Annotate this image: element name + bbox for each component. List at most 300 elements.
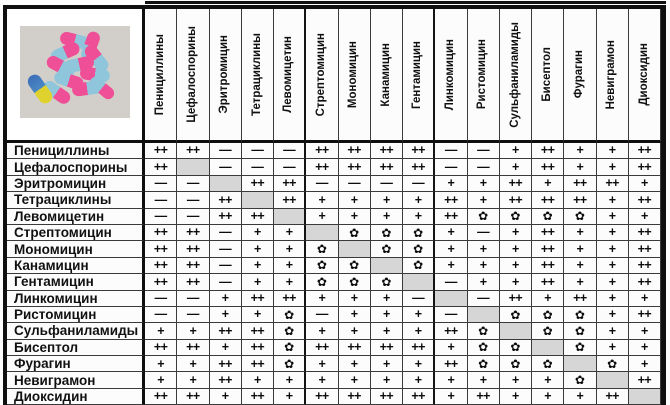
row-header: Сульфаниламиды: [7, 323, 145, 339]
cell-value: ++: [186, 340, 200, 355]
cell-value: ++: [411, 143, 425, 158]
cell-value: —: [412, 290, 425, 305]
cell-value: +: [414, 307, 422, 322]
cell-value: ++: [637, 159, 652, 174]
table-frame: [3, 5, 666, 405]
table-cell: [306, 209, 338, 225]
column-header-label: Невиграмон: [605, 39, 618, 110]
table-cell: [468, 372, 500, 388]
cell-value: +: [350, 323, 358, 338]
cell-value: +: [640, 290, 648, 305]
table-cell: [403, 209, 435, 225]
cell-value: ✿: [349, 274, 360, 289]
table-cell: [500, 372, 532, 388]
table-cell: [597, 143, 629, 159]
row-header: Диоксидин: [7, 389, 145, 405]
column-header: [629, 9, 661, 143]
cell-value: +: [511, 241, 519, 256]
table-cell: [597, 291, 629, 307]
table-cell: [210, 225, 242, 241]
table-cell: [435, 372, 467, 388]
column-header-label: Ристомицин: [476, 39, 489, 110]
table-cell: [145, 176, 177, 192]
cell-value: ++: [282, 290, 296, 305]
cell-value: ✿: [574, 340, 585, 355]
cell-value: ++: [411, 389, 425, 404]
table-cell: [274, 356, 306, 372]
cell-value: +: [576, 274, 584, 289]
cell-value: +: [608, 274, 616, 289]
table-cell: [532, 389, 564, 405]
table-cell: [274, 323, 306, 339]
cell-value: ✿: [607, 356, 618, 371]
table-cell: [468, 176, 500, 192]
cell-value: ++: [218, 356, 232, 371]
cell-value: ✿: [478, 340, 489, 355]
cell-value: +: [221, 290, 229, 305]
cell-value: —: [348, 176, 361, 191]
table-cell-self: [597, 372, 629, 388]
row-header: Ристомицин: [7, 307, 145, 323]
row-header: Левомицетин: [7, 209, 145, 225]
table-cell: [210, 372, 242, 388]
table-cell: [435, 192, 467, 208]
row-header: Бисептол: [7, 340, 145, 356]
table-cell: [274, 159, 306, 175]
table-cell: [597, 356, 629, 372]
row-header: Цефалоспорины: [7, 159, 145, 175]
table-cell: [468, 159, 500, 175]
cell-value: +: [447, 389, 455, 404]
table-cell: [629, 258, 661, 274]
cell-value: ✿: [574, 323, 585, 338]
table-cell: [145, 159, 177, 175]
table-cell: [564, 291, 596, 307]
table-cell: [306, 389, 338, 405]
table-cell: [468, 192, 500, 208]
table-cell: [339, 143, 371, 159]
table-cell: [435, 340, 467, 356]
cell-value: ++: [315, 143, 329, 158]
table-cell: [306, 274, 338, 290]
cell-value: +: [511, 372, 519, 387]
cell-value: ++: [186, 389, 200, 404]
cell-value: ✿: [478, 209, 489, 224]
cell-value: +: [382, 323, 390, 338]
table-cell: [435, 389, 467, 405]
cell-value: +: [447, 340, 455, 355]
table-cell: [306, 258, 338, 274]
table-cell: [403, 192, 435, 208]
cell-value: +: [640, 356, 648, 371]
cell-value: +: [221, 307, 229, 322]
cell-value: ✿: [542, 307, 553, 322]
cell-value: ✿: [381, 242, 392, 257]
cell-value: ++: [379, 340, 394, 355]
table-cell: [371, 241, 403, 257]
cell-value: +: [253, 307, 261, 322]
table-cell: [403, 323, 435, 339]
table-cell: [629, 241, 661, 257]
column-header: [564, 9, 596, 143]
table-cell: [403, 176, 435, 192]
cell-value: +: [221, 389, 229, 404]
table-cell: [629, 372, 661, 388]
cell-value: +: [285, 225, 293, 240]
column-header: [500, 9, 532, 143]
cell-value: +: [318, 323, 326, 338]
table-cell: [145, 241, 177, 257]
cell-value: ++: [218, 323, 232, 338]
table-cell: [500, 209, 532, 225]
cell-value: ++: [637, 372, 652, 387]
table-cell: [339, 307, 371, 323]
cell-value: +: [382, 356, 390, 371]
column-header: [210, 9, 242, 143]
cell-value: ++: [411, 159, 425, 174]
table-cell: [274, 307, 306, 323]
column-header-label: Мономицин: [347, 40, 360, 109]
row-header: Эритромицин: [7, 176, 145, 192]
table-cell: [371, 176, 403, 192]
table-cell: [564, 143, 596, 159]
cell-value: ++: [282, 192, 296, 207]
table-cell: [532, 192, 564, 208]
cell-value: +: [189, 372, 197, 387]
cell-value: +: [576, 143, 584, 158]
cell-value: +: [544, 176, 552, 191]
cell-value: +: [608, 225, 616, 240]
table-cell: [306, 176, 338, 192]
cell-value: ++: [508, 290, 523, 305]
table-cell: [177, 258, 209, 274]
table-cell: [597, 192, 629, 208]
table-cell: [177, 274, 209, 290]
cell-value: +: [189, 356, 197, 371]
cell-value: +: [608, 209, 616, 223]
table-cell: [177, 225, 209, 241]
cell-value: —: [380, 176, 393, 191]
cell-value: ++: [379, 143, 394, 158]
cell-value: ++: [605, 176, 619, 191]
column-header-label: Цефалоспорины: [186, 26, 199, 123]
table-cell-self: [306, 225, 338, 241]
cell-value: ++: [637, 241, 652, 256]
column-header: [242, 9, 274, 143]
cell-value: +: [414, 356, 422, 371]
table-cell: [242, 209, 274, 225]
cell-value: ✿: [284, 340, 295, 355]
table-cell: [403, 372, 435, 388]
table-cell: [177, 241, 209, 257]
table-cell: [500, 143, 532, 159]
cell-value: +: [350, 192, 358, 207]
cell-value: ✿: [574, 209, 585, 224]
column-header-label: Стрептомицин: [315, 32, 328, 117]
cell-value: +: [447, 258, 455, 273]
cell-value: +: [253, 274, 261, 289]
compatibility-table: [7, 9, 661, 405]
table-cell: [500, 159, 532, 175]
cell-value: +: [511, 225, 519, 240]
cell-value: +: [350, 290, 358, 305]
cell-value: ++: [540, 274, 555, 289]
table-cell: [339, 159, 371, 175]
cell-value: ++: [315, 340, 329, 355]
table-cell: [306, 340, 338, 356]
row-header: Линкомицин: [7, 291, 145, 307]
cell-value: +: [318, 372, 326, 387]
table-cell: [274, 258, 306, 274]
cell-value: +: [479, 192, 487, 207]
table-cell: [339, 340, 371, 356]
cell-value: ✿: [284, 356, 295, 371]
table-cell: [274, 274, 306, 290]
table-cell: [629, 225, 661, 241]
cell-value: ++: [250, 340, 265, 355]
cell-value: —: [251, 159, 264, 174]
cell-value: —: [186, 176, 199, 191]
table-cell: [403, 258, 435, 274]
cell-value: +: [253, 241, 261, 256]
table-cell: [306, 372, 338, 388]
table-cell: [629, 307, 661, 323]
cell-value: +: [640, 323, 648, 338]
cell-value: ++: [347, 159, 361, 174]
column-header-label: Гентамицин: [411, 40, 424, 109]
cell-value: +: [608, 192, 616, 207]
table-cell: [435, 258, 467, 274]
column-header-label: Фурагин: [573, 50, 586, 99]
cell-value: —: [315, 307, 328, 322]
table-cell: [500, 356, 532, 372]
capsules-illustration: [20, 26, 130, 118]
table-cell: [629, 143, 661, 159]
cell-value: ++: [186, 274, 200, 289]
cell-value: ✿: [510, 356, 521, 371]
table-cell: [629, 274, 661, 290]
table-cell: [210, 241, 242, 257]
cell-value: +: [576, 389, 584, 404]
table-cell: [435, 307, 467, 323]
table-cell: [435, 143, 467, 159]
table-cell: [339, 372, 371, 388]
table-cell: [145, 307, 177, 323]
cell-value: +: [253, 258, 261, 273]
table-cell: [177, 323, 209, 339]
column-header: [435, 9, 467, 143]
table-cell: [274, 143, 306, 159]
column-header: [532, 9, 564, 143]
column-header: [306, 9, 338, 143]
cell-value: —: [219, 274, 232, 289]
table-cell: [597, 258, 629, 274]
table-cell: [177, 176, 209, 192]
capsules-photo: [20, 26, 130, 118]
cell-value: +: [511, 274, 519, 289]
row-header: Пенициллины: [7, 143, 145, 159]
cell-value: +: [382, 372, 390, 387]
cell-value: +: [157, 356, 165, 371]
table-cell: [242, 372, 274, 388]
table-cell: [242, 159, 274, 175]
cell-value: +: [608, 258, 616, 273]
row-header: Канамицин: [7, 258, 145, 274]
cell-value: ++: [540, 225, 555, 240]
table-cell: [242, 176, 274, 192]
table-cell: [468, 389, 500, 405]
table-cell: [371, 143, 403, 159]
table-cell: [339, 274, 371, 290]
cell-value: ✿: [316, 242, 327, 257]
table-cell: [597, 323, 629, 339]
cell-value: ++: [186, 143, 200, 158]
table-cell: [242, 340, 274, 356]
table-cell: [210, 258, 242, 274]
cell-value: +: [544, 372, 552, 387]
cell-value: +: [414, 209, 422, 223]
table-cell: [532, 274, 564, 290]
cell-value: +: [157, 372, 165, 387]
cell-value: —: [154, 209, 167, 223]
table-cell: [500, 274, 532, 290]
cell-value: ++: [347, 143, 361, 158]
table-cell: [210, 209, 242, 225]
table-cell: [532, 241, 564, 257]
cell-value: ✿: [542, 323, 553, 338]
table-cell: [468, 225, 500, 241]
table-cell: [597, 389, 629, 405]
table-cell: [242, 143, 274, 159]
table-cell: [597, 209, 629, 225]
cell-value: +: [382, 290, 390, 305]
cell-value: +: [253, 225, 261, 240]
cell-value: +: [189, 323, 197, 338]
cell-value: ++: [540, 159, 555, 174]
table-cell: [500, 258, 532, 274]
table-cell: [371, 291, 403, 307]
cell-value: ++: [250, 209, 265, 223]
cell-value: ++: [637, 192, 652, 207]
table-cell: [274, 176, 306, 192]
cell-value: ++: [637, 143, 652, 158]
cell-value: +: [285, 389, 293, 404]
cell-value: —: [219, 241, 232, 256]
column-header: [597, 9, 629, 143]
table-cell: [145, 192, 177, 208]
cell-value: ✿: [349, 225, 360, 240]
cell-value: ++: [573, 290, 587, 305]
table-cell: [564, 323, 596, 339]
row-header: Невиграмон: [7, 372, 145, 388]
cell-value: ++: [315, 159, 329, 174]
table-cell: [435, 323, 467, 339]
table-cell: [500, 225, 532, 241]
table-cell: [145, 209, 177, 225]
table-cell: [564, 159, 596, 175]
table-cell: [306, 192, 338, 208]
table-cell: [532, 225, 564, 241]
cell-value: ++: [540, 258, 555, 273]
table-cell: [145, 225, 177, 241]
cell-value: +: [608, 307, 616, 322]
column-header-label: Эритромицин: [218, 35, 231, 114]
table-cell: [564, 192, 596, 208]
cell-value: ++: [250, 176, 265, 191]
table-cell: [500, 340, 532, 356]
cell-value: +: [544, 290, 552, 305]
table-cell: [145, 372, 177, 388]
cell-value: ✿: [574, 373, 585, 388]
cell-value: +: [447, 176, 455, 191]
table-cell: [532, 143, 564, 159]
table-cell: [435, 241, 467, 257]
cell-value: +: [382, 192, 390, 207]
cell-value: —: [154, 192, 167, 207]
table-cell: [371, 209, 403, 225]
table-cell: [564, 389, 596, 405]
table-cell: [532, 307, 564, 323]
table-cell: [274, 372, 306, 388]
cell-value: ✿: [510, 307, 521, 322]
table-cell: [145, 274, 177, 290]
cell-value: ++: [379, 389, 394, 404]
table-cell: [145, 340, 177, 356]
corner-photo-cell: [7, 9, 145, 143]
cell-value: ++: [250, 323, 265, 338]
table-cell: [306, 323, 338, 339]
row-header: Тетрациклины: [7, 192, 145, 208]
table-cell: [564, 307, 596, 323]
cell-value: ✿: [510, 209, 521, 224]
cell-value: —: [186, 307, 199, 322]
table-cell: [274, 241, 306, 257]
table-cell: [532, 291, 564, 307]
table-cell: [468, 258, 500, 274]
cell-value: +: [640, 209, 648, 223]
table-cell: [564, 176, 596, 192]
cell-value: ++: [605, 389, 619, 404]
table-cell: [564, 340, 596, 356]
page-edge-strip: [145, 1, 666, 4]
column-header-label: Тетрациклины: [250, 33, 263, 116]
table-cell: [274, 340, 306, 356]
table-cell: [242, 323, 274, 339]
table-cell: [242, 274, 274, 290]
table-cell: [468, 356, 500, 372]
table-cell: [306, 307, 338, 323]
table-cell: [468, 143, 500, 159]
cell-value: ++: [250, 356, 265, 371]
table-cell: [145, 258, 177, 274]
cell-value: +: [640, 176, 648, 191]
table-cell-self: [500, 323, 532, 339]
table-cell: [629, 159, 661, 175]
table-cell: [306, 159, 338, 175]
table-cell: [177, 291, 209, 307]
cell-value: ++: [476, 389, 490, 404]
cell-value: ++: [153, 258, 168, 273]
table-cell: [274, 389, 306, 405]
cell-value: +: [447, 225, 455, 240]
cell-value: +: [382, 307, 390, 322]
cell-value: —: [186, 209, 199, 223]
cell-value: +: [157, 323, 165, 338]
table-cell-self: [177, 159, 209, 175]
table-cell: [339, 176, 371, 192]
table-cell-self: [210, 176, 242, 192]
table-cell: [597, 159, 629, 175]
